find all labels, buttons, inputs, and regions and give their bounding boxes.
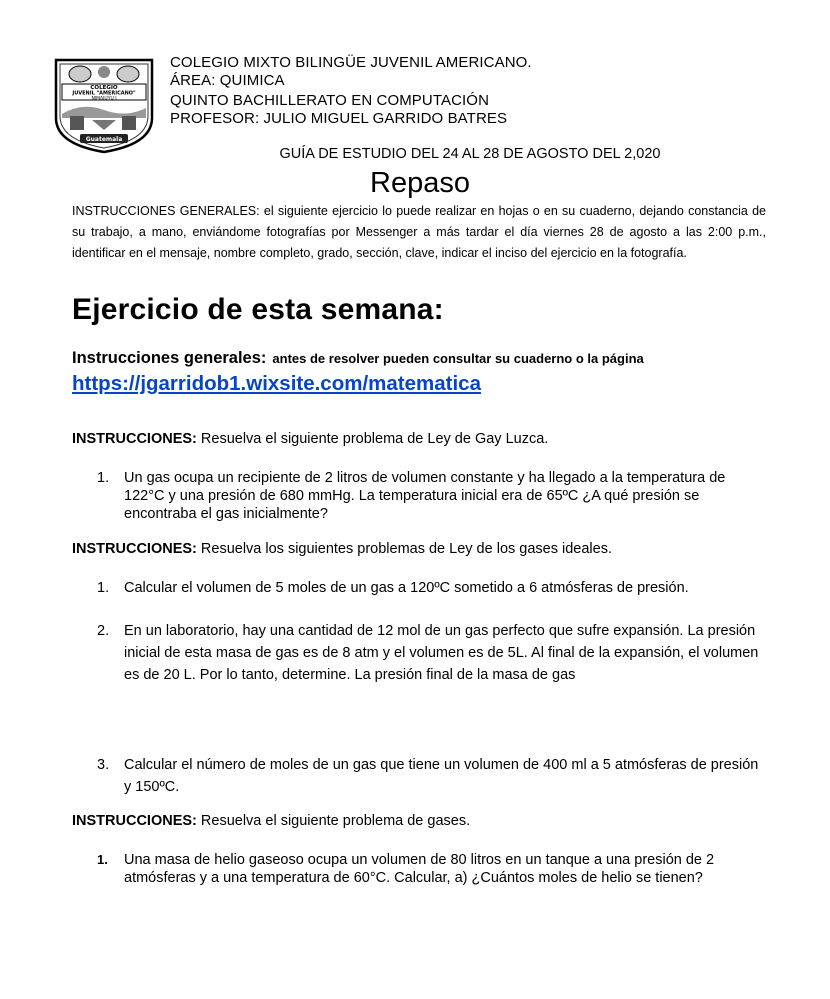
logo-banner: Guatemala bbox=[85, 136, 123, 143]
problem-item bbox=[97, 469, 769, 523]
section-label: INSTRUCCIONES: bbox=[72, 813, 197, 829]
course-link[interactable]: https://jgarridob1.wixsite.com/matematica bbox=[72, 372, 481, 395]
problem-text: Una masa de helio gaseoso ocupa un volumen de 80 litros en un tanque a una presión de 2 atmósferas y a una temperatura de 60°C. Calcular, a) ¿Cuántos moles de helio se tienen? bbox=[124, 852, 715, 886]
grade-level: QUINTO BACHILLERATO EN COMPUTACIÓN bbox=[170, 92, 490, 109]
instructions-text: antes de resolver pueden consultar su cuaderno o la página bbox=[272, 351, 644, 366]
section-heading bbox=[72, 813, 470, 829]
section-text: Resuelva el siguiente problema de gases. bbox=[196, 813, 471, 829]
school-crest-logo bbox=[52, 56, 156, 154]
problem-item bbox=[97, 851, 769, 887]
logo-text-bottom: NIMAJUYU I bbox=[91, 96, 117, 102]
section-text: Resuelva el siguiente problema de Ley de Gay Luzca. bbox=[196, 431, 549, 447]
problem-text: Un gas ocupa un recipiente de 2 litros de volumen constante y ha llegado a la temperatura de 122°C y una presión de 680 mmHg. La temperatura inicial era de 65ºC ¿A qué presión se encontraba el gas inicialmente? bbox=[124, 470, 726, 522]
problem-item bbox=[97, 579, 769, 597]
page-title: Repaso bbox=[370, 167, 470, 199]
problem-number: 2. bbox=[97, 623, 110, 639]
problem-number: 1. bbox=[97, 470, 110, 486]
section-heading bbox=[72, 541, 612, 557]
subject-area: ÁREA: QUIMICA bbox=[170, 72, 285, 89]
instructions-label: Instrucciones generales: bbox=[72, 349, 267, 367]
logo-text-top: COLEGIO bbox=[90, 85, 118, 91]
problem-item bbox=[97, 620, 769, 686]
general-instructions: INSTRUCCIONES GENERALES: el siguiente ejercicio lo puede realizar en hojas o en su cuaderno, dejando constancia de su trabajo, a mano, enviándome fotografías por Messenger a más tardar el día viernes 28 de agosto a las 2:00 p.m., identificar en el mensaje, nombre completo, grado, sección, clave, indicar el inciso del ejercicio en la fotografía. bbox=[72, 204, 766, 260]
section-text: Resuelva los siguientes problemas de Ley de los gases ideales. bbox=[196, 541, 612, 557]
teacher-name: PROFESOR: JULIO MIGUEL GARRIDO BATRES bbox=[170, 110, 508, 127]
problem-number: 3. bbox=[97, 757, 110, 773]
section-heading bbox=[72, 431, 548, 447]
problem-number: 1. bbox=[97, 852, 108, 867]
problem-text: En un laboratorio, hay una cantidad de 12 mol de un gas perfecto que sufre expansión. La presión inicial de esta masa de gas es de 8 atm y el volumen es de 5L. Al final de la expansión, el volumen es de 20 L. Por lo tanto, determine. La presión final de la masa de gas bbox=[124, 623, 759, 683]
problem-text: Calcular el número de moles de un gas que tiene un volumen de 400 ml a 5 atmósferas de presión y 150ºC. bbox=[124, 757, 759, 795]
problem-text: Calcular el volumen de 5 moles de un gas a 120ºC sometido a 6 atmósferas de presión. bbox=[124, 580, 689, 596]
guide-title: GUÍA DE ESTUDIO DEL 24 AL 28 DE AGOSTO DEL 2,020 bbox=[279, 146, 661, 162]
problem-item bbox=[97, 754, 769, 798]
section-label: INSTRUCCIONES: bbox=[72, 541, 197, 557]
section-label: INSTRUCCIONES: bbox=[72, 431, 197, 447]
logo-text-mid: JUVENIL "AMERICANO" bbox=[72, 90, 136, 97]
school-name: COLEGIO MIXTO BILINGÜE JUVENIL AMERICANO. bbox=[170, 54, 532, 71]
instructions-general bbox=[72, 349, 644, 368]
problem-number: 1. bbox=[97, 580, 110, 596]
exercise-title: Ejercicio de esta semana: bbox=[72, 293, 444, 326]
